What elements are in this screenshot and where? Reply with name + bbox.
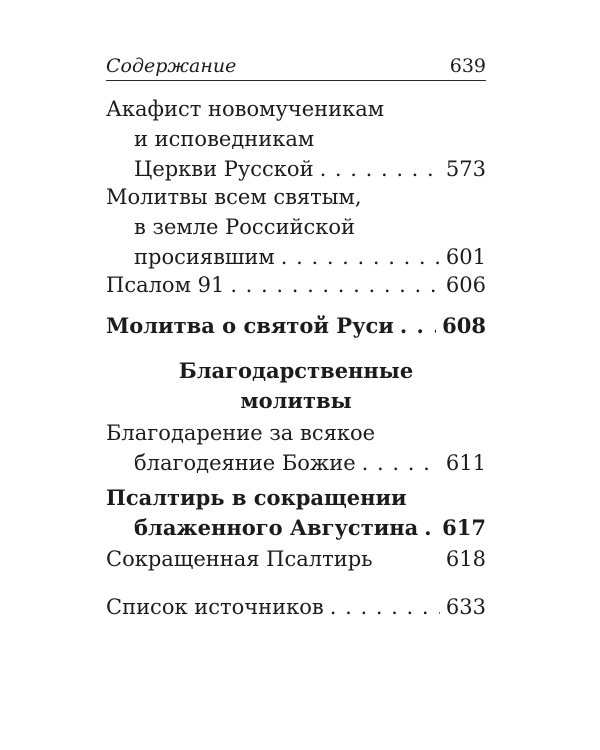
toc-page-number: 573 <box>445 157 486 181</box>
section-heading-line: Благодарственные <box>178 358 414 383</box>
toc-entry-line: Молитва о святой Руси <box>106 313 394 338</box>
toc-page-number: 611 <box>445 451 486 475</box>
dot-leader <box>330 592 440 622</box>
toc-entry-psalm-91 <box>106 270 486 300</box>
toc-entry-prayer-holy-rus <box>106 311 486 341</box>
toc-entry-line: Благодарение за всякое <box>106 421 376 445</box>
toc-entry-line: в земле Российской <box>134 215 355 239</box>
toc-page-number: 606 <box>445 273 486 297</box>
running-header <box>106 50 486 81</box>
toc-entry-line: Список источников <box>106 595 324 619</box>
toc-page-number: 617 <box>442 515 486 540</box>
dot-leader <box>230 270 440 300</box>
toc-entry-psalter-augustine <box>106 483 486 543</box>
toc-entry-prayers-saints <box>106 182 486 272</box>
dot-leader <box>281 242 440 272</box>
toc-entry-line: и исповедникам <box>134 127 315 151</box>
toc-entry-sources <box>106 592 486 622</box>
toc-entry-line: блаженного Августина <box>134 515 419 540</box>
toc-entry-line: просиявшим <box>134 245 275 269</box>
toc-page-number: 601 <box>445 245 486 269</box>
dot-leader <box>362 448 440 478</box>
toc-entry-thanksgiving <box>106 418 486 478</box>
dot-leader <box>400 311 436 341</box>
section-heading-thanksgiving <box>106 356 486 416</box>
toc-entry-akathist <box>106 94 486 184</box>
toc-page-number: 633 <box>445 595 486 619</box>
toc-entry-line: Псалом 91 <box>106 273 225 297</box>
toc-entry-line: благодеяние Божие <box>134 451 356 475</box>
toc-page-number: 618 <box>445 547 486 571</box>
toc-entry-line: Сокращенная Псалтирь <box>106 547 373 571</box>
dot-leader <box>320 154 440 184</box>
toc-entry-line: Церкви Русской <box>134 157 314 181</box>
dot-leader <box>424 513 436 543</box>
toc-page-number: 608 <box>442 313 486 338</box>
toc-entry-short-psalter <box>106 544 486 574</box>
section-heading-line: молитвы <box>240 388 352 413</box>
header-page-number: 639 <box>449 55 486 77</box>
toc-entry-line: Акафист новомученикам <box>106 97 385 121</box>
toc-entry-line: Молитвы всем святым, <box>106 185 362 209</box>
toc-entry-line: Псалтирь в сокращении <box>106 485 407 510</box>
header-section-title: Содержание <box>106 55 237 77</box>
